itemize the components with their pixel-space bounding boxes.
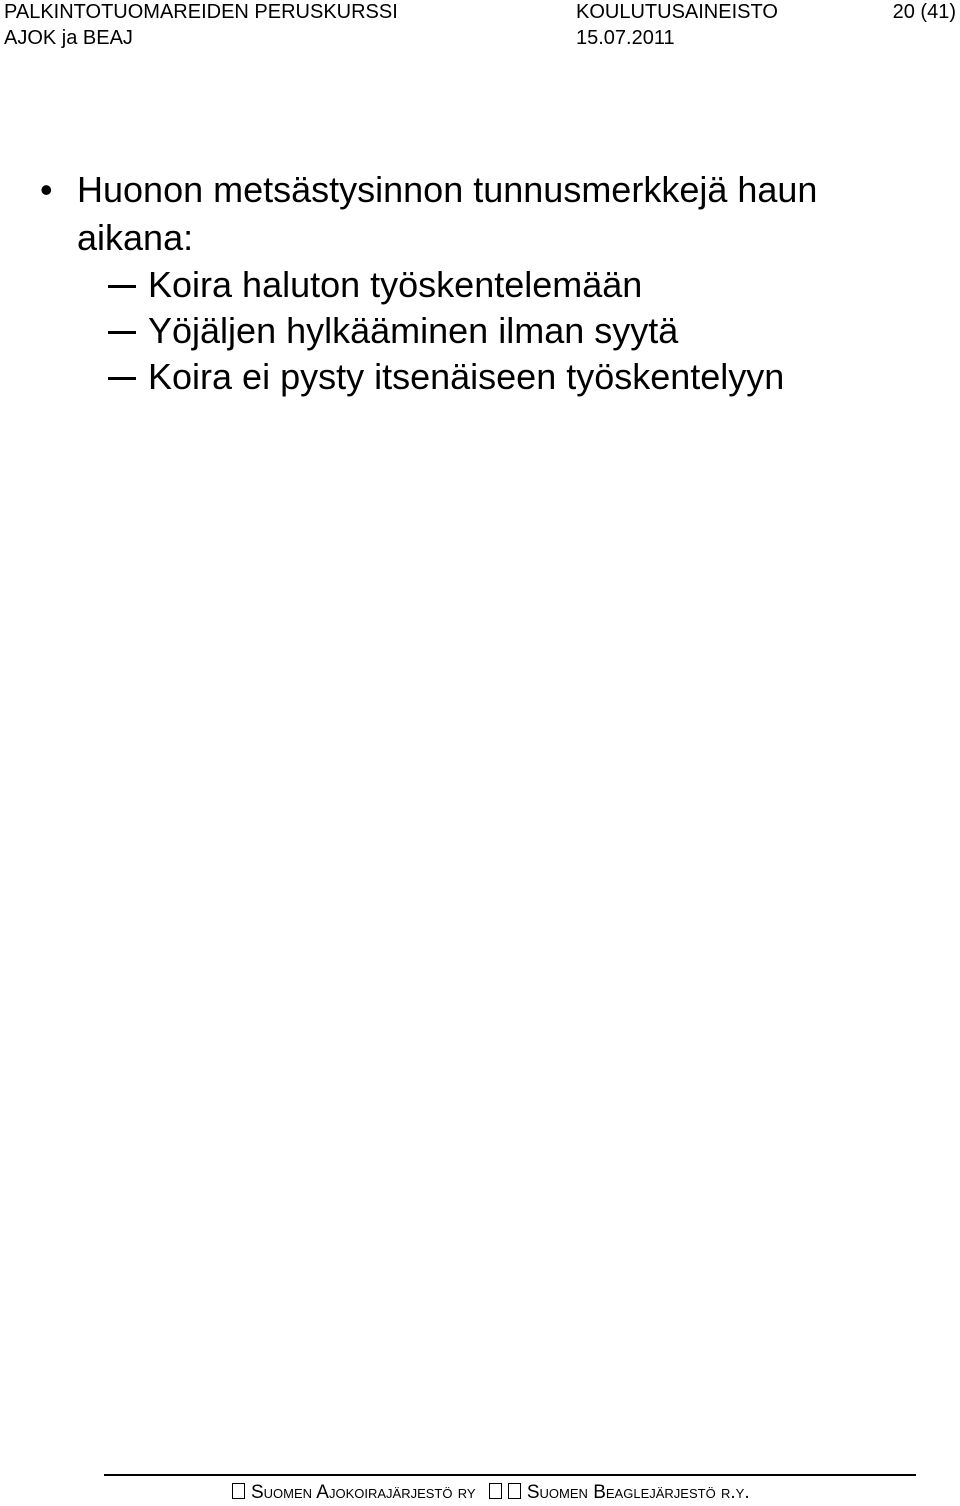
copyright-symbol-icon [508, 1483, 521, 1499]
dash-icon [108, 331, 136, 334]
sub-item [0, 354, 960, 400]
header-course-title: PALKINTOTUOMAREIDEN PERUSKURSSI [4, 1, 398, 23]
main-content [0, 166, 960, 400]
sub-item-text: Koira ei pysty itsenäiseen työskentelyyn [148, 356, 785, 397]
header-organizations: AJOK ja BEAJ [4, 27, 133, 49]
dash-icon [108, 377, 136, 380]
copyright-symbol-icon [489, 1483, 502, 1499]
sub-item [0, 308, 960, 354]
footer-org-2: Suomen Beaglejärjestö r.y. [526, 1482, 750, 1503]
footer-org-1: Suomen Ajokoirajärjestö ry [251, 1482, 476, 1503]
header-document-type: KOULUTUSAINEISTO [576, 1, 778, 23]
footer [232, 1481, 750, 1505]
sub-item-text: Yöjäljen hylkääminen ilman syytä [148, 310, 679, 351]
sub-item [0, 262, 960, 308]
header-page-number: 20 (41) [892, 1, 956, 23]
sub-item-text: Koira haluton työskentelemään [148, 264, 643, 305]
header-date: 15.07.2011 [576, 27, 675, 49]
copyright-symbol-icon [232, 1483, 245, 1499]
footer-divider [104, 1474, 916, 1476]
bullet-heading-text: Huonon metsästysinnon tunnusmerkkejä haun aikana: [77, 169, 818, 258]
dash-icon [108, 285, 136, 288]
bullet-heading [0, 166, 917, 262]
bullet-dot-icon: • [40, 169, 53, 210]
